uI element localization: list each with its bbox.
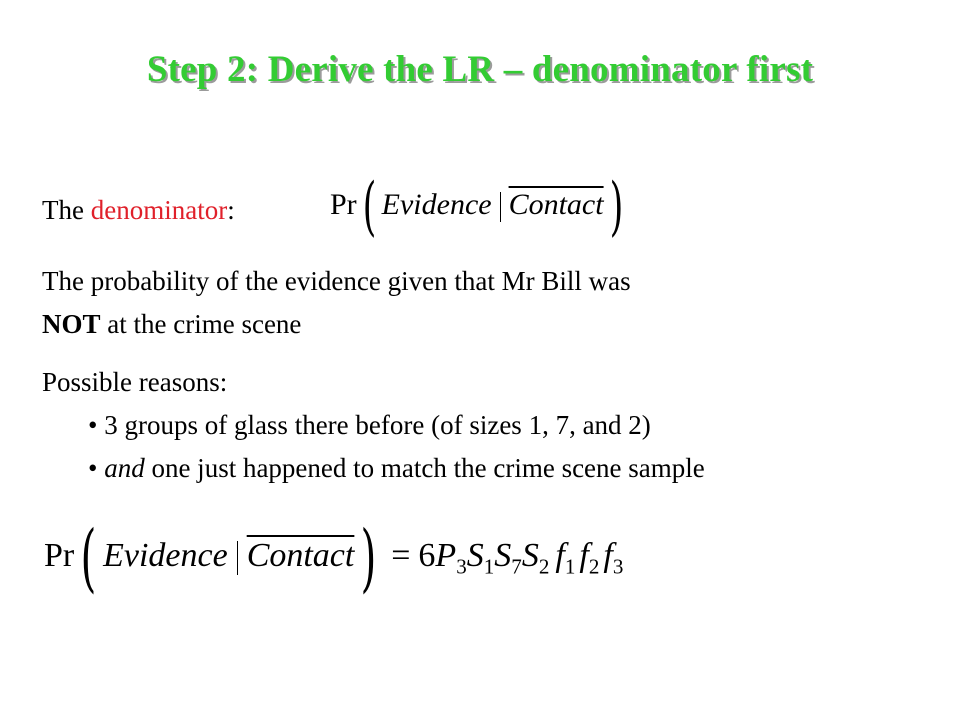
slide-title: Step 2: Derive the LR – denominator first [146,49,814,90]
formula2-f2-sub: 2 [588,554,600,579]
formula2-f1-sub: 1 [564,554,576,579]
formula2-S7-sub: 7 [511,554,522,579]
denominator-label [42,192,235,228]
formula2-pr: Pr [44,537,75,574]
formula2-contact: Contact [246,537,355,574]
formula2-P-sub: 3 [456,554,467,579]
formula2-S2-sub: 2 [538,554,550,579]
formula2-S1-sub: 1 [483,554,495,579]
description-line1: The probability of the evidence given that Mr Bill was [42,266,631,296]
formula2-f3: f [603,537,613,574]
formula2-given-bar [237,541,238,575]
formula2-evidence: Evidence [103,537,228,574]
formula1-evidence: Evidence [381,188,492,221]
denominator-result-formula [44,516,623,606]
formula2-S1: S [466,537,484,574]
formula2-f3-sub: 3 [612,554,624,579]
formula1-pr: Pr [330,188,357,221]
formula1-contact: Contact [508,188,604,221]
formula2-S7: S [494,537,512,574]
formula2-f1: f [555,537,565,574]
denominator-highlight: denominator [90,195,228,225]
bullet2-prefix: • [88,453,105,483]
reason-bullet-1: • 3 groups of glass there before (of sizes 1, 7, and 2) [88,410,651,440]
denominator-suffix: : [227,195,235,225]
formula2-P: P [435,537,457,574]
reason-bullet-2 [88,450,705,486]
formula2-left-paren: ( [80,515,97,602]
description-line2 [42,306,301,342]
reasons-heading: Possible reasons: [42,367,228,397]
bullet2-rest: one just happened to match the crime scene sample [144,453,705,483]
formula1-left-paren: ( [362,170,377,245]
formula2-coef: 6 [418,537,436,574]
formula2-f2: f [579,537,589,574]
bullet2-and: and [104,453,145,483]
formula2-equals: = [391,537,411,574]
formula2-S2: S [521,537,539,574]
formula2-right-paren: ) [360,515,377,602]
formula1-right-paren: ) [609,170,623,245]
description-not: NOT [42,309,101,339]
formula1-given-bar [500,192,501,222]
description-rest: at the crime scene [100,309,302,339]
denominator-prefix: The [42,195,91,225]
denominator-formula [330,170,629,245]
